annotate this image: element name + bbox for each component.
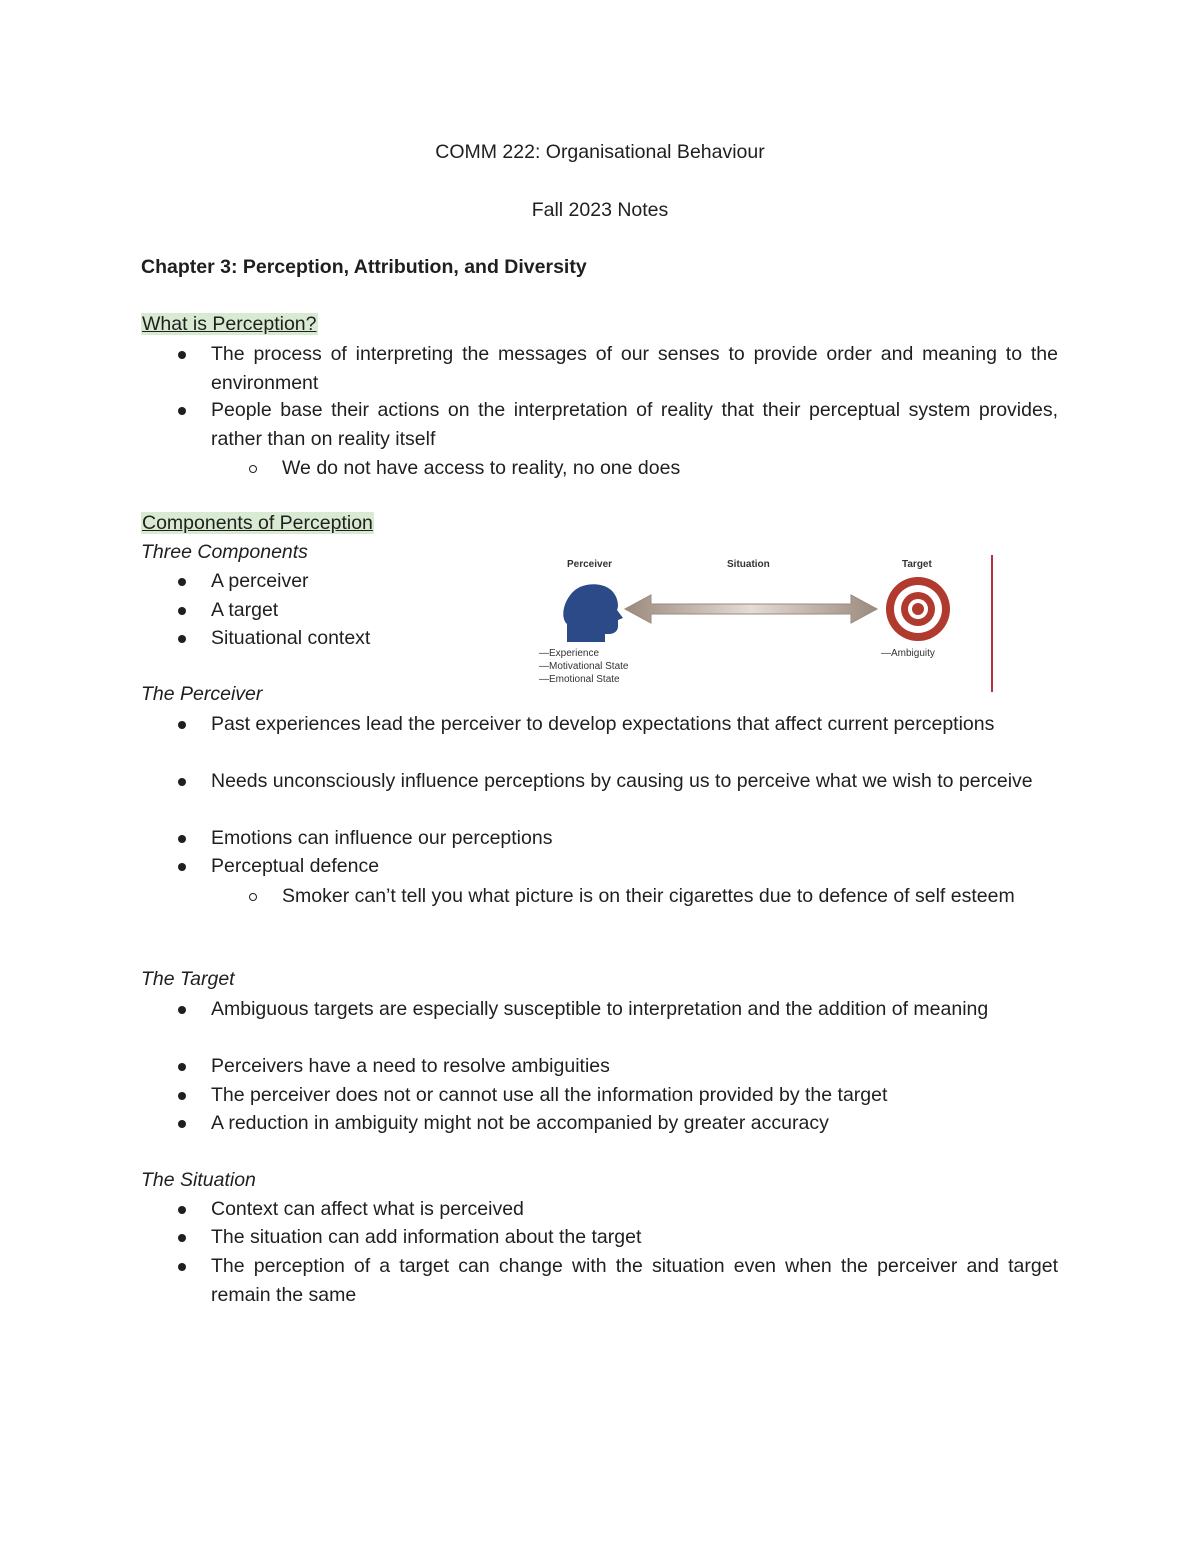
target-bullseye-icon (886, 577, 950, 641)
target-factor-ambiguity: —Ambiguity (881, 648, 935, 659)
list-item: A reduction in ambiguity might not be accompanied by greater accuracy (211, 1112, 829, 1134)
list-item: The perception of a target can change with the situation even when the perceiver and target remain the same (211, 1255, 1058, 1306)
what-is-perception-heading: What is Perception? (142, 313, 317, 335)
bullet-icon (178, 578, 186, 586)
bullet-icon (178, 1006, 186, 1014)
list-item: Context can affect what is perceived (211, 1198, 524, 1220)
bullet-icon (178, 778, 186, 786)
bullet-icon (178, 407, 186, 415)
list-item: Past experiences lead the perceiver to develop expectations that affect current perceptions (211, 713, 995, 735)
bullet-icon (178, 607, 186, 615)
bullet-icon (178, 1234, 186, 1242)
head-silhouette-icon (563, 584, 623, 642)
target-subheading: The Target (141, 968, 235, 990)
bullet-icon (178, 635, 186, 643)
list-item: The process of interpreting the messages of our senses to provide order and meaning to the environment (211, 343, 1058, 394)
list-item: Perceivers have a need to resolve ambiguities (211, 1055, 610, 1077)
situation-label: Situation (727, 559, 770, 570)
perceiver-factor-experience: —Experience (539, 648, 600, 659)
course-title: COMM 222: Organisational Behaviour (435, 141, 765, 163)
bullet-icon (178, 351, 186, 359)
list-item: People base their actions on the interpretation of reality that their perceptual system provides, rather than on reality itself (211, 399, 1058, 450)
bullet-icon (178, 721, 186, 729)
term-label: Fall 2023 Notes (531, 199, 669, 221)
bullet-icon (178, 1063, 186, 1071)
list-item: The situation can add information about the target (211, 1226, 642, 1248)
list-item: A perceiver (211, 570, 309, 592)
components-heading: Components of Perception (142, 512, 373, 534)
bullet-icon (178, 835, 186, 843)
perceiver-label: Perceiver (567, 559, 613, 570)
bullet-icon (178, 1120, 186, 1128)
list-item: Ambiguous targets are especially susceptible to interpretation and the addition of meaning (211, 998, 989, 1020)
perceiver-factor-motivational: —Motivational State (539, 661, 629, 672)
bullet-icon (178, 1263, 186, 1271)
section-heading-components (141, 512, 374, 535)
perception-diagram (505, 552, 995, 694)
list-item: Emotions can influence our perceptions (211, 827, 553, 849)
situation-subheading: The Situation (141, 1169, 256, 1191)
sub-list-item: Smoker can’t tell you what picture is on their cigarettes due to defence of self esteem (282, 885, 1015, 907)
perceiver-subheading: The Perceiver (141, 683, 263, 705)
section-heading-what-is-perception (141, 313, 318, 336)
perceiver-factor-emotional: —Emotional State (539, 674, 620, 685)
list-item: A target (211, 599, 279, 621)
sub-list-item: We do not have access to reality, no one does (282, 457, 681, 479)
list-item: Situational context (211, 627, 371, 649)
bullet-icon (178, 1092, 186, 1100)
bullet-icon (178, 863, 186, 871)
sub-bullet-icon (249, 465, 257, 473)
bullet-icon (178, 1206, 186, 1214)
situation-double-arrow-icon (625, 595, 877, 623)
three-components-subheading: Three Components (141, 541, 308, 563)
sub-bullet-icon (249, 893, 257, 901)
chapter-heading: Chapter 3: Perception, Attribution, and Diversity (141, 256, 587, 278)
list-item: Needs unconsciously influence perceptions by causing us to perceive what we wish to perceive (211, 770, 1033, 792)
target-label: Target (902, 559, 932, 570)
list-item: The perceiver does not or cannot use all the information provided by the target (211, 1084, 888, 1106)
list-item: Perceptual defence (211, 855, 380, 877)
